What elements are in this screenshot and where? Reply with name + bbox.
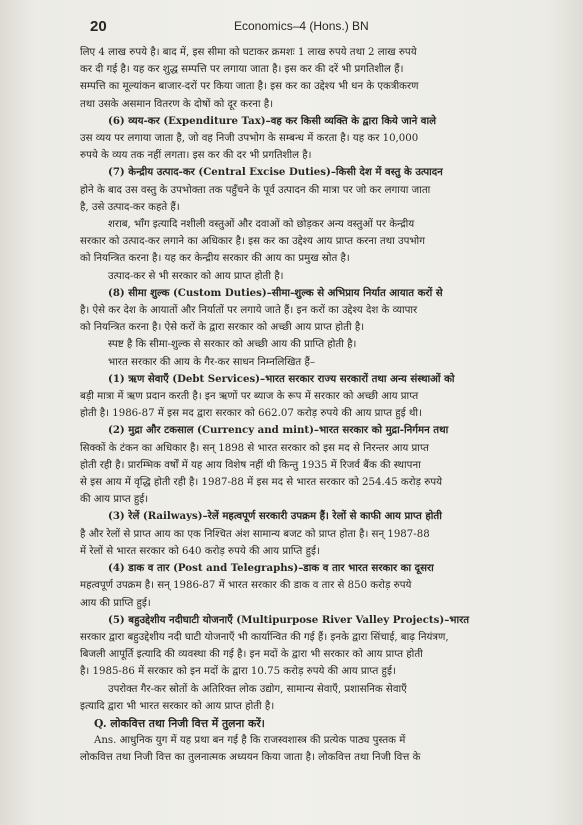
running-title: Economics–4 (Hons.) BN [234, 19, 369, 33]
text-line: (3) रेलें (Railways)–रेलें महत्वपूर्ण सरकारी उपक्रम हैं। रेलों से काफी आय प्राप्त होती [108, 510, 442, 523]
text-line: (7) केन्द्रीय उत्पाद-कर (Central Excise Duties)–किसी देश में वस्तु के उत्पादन [108, 166, 443, 179]
text-line: (4) डाक व तार (Post and Telegraphs)–डाक व तार भारत सरकार का दूसरा [108, 562, 434, 575]
text-line: लिए 4 लाख रुपये है। बाद में, इस सीमा को घटाकर क्रमशः 1 लाख रुपये तथा 2 लाख रुपये [80, 47, 417, 58]
body-text [80, 44, 550, 767]
text-line: होने के बाद उस वस्तु के उपभोक्ता तक पहुँचने के पूर्व उत्पादन की मात्रा पर जो कर लगाया जाता [80, 184, 431, 196]
page-number: 20 [90, 18, 107, 35]
text-line: रुपये के व्यय तक नहीं लगता। इस कर की दर भी प्रगतिशील है। [80, 150, 312, 162]
text-line: (5) बहुउद्देशीय नदीघाटी योजनाएँ (Multipurpose River Valley Projects)–भारत [108, 613, 470, 626]
text-line: (6) व्यय-कर (Expenditure Tax)–वह कर किसी व्यक्ति के द्वारा किये जाने वाले [108, 114, 436, 127]
text-line: उस व्यय पर लगाया जाता है, जो वह निजी उपभोग के सम्बन्ध में करता है। यह कर 10,000 [80, 133, 419, 145]
text-line: महत्वपूर्ण उपक्रम है। सन् 1986-87 में भारत सरकार की डाक व तार से 850 करोड़ रुपये [80, 580, 412, 592]
page-header [64, 18, 543, 36]
text-line: (1) ऋण सेवाएँ (Debt Services)–भारत सरकार राज्य सरकारों तथा अन्य संस्थाओं को [108, 372, 455, 385]
text-line: सिक्कों के टंकन का अधिकार है। सन् 1898 से भारत सरकार को इस मद से निरन्तर आय प्राप्त [80, 442, 429, 454]
text-line: में रेलों से भारत सरकार को 640 करोड़ रुपये की आय प्राप्ति हुई। [80, 545, 320, 557]
text-line: को नियन्त्रित करना है। ऐसे करों के द्वारा सरकार को अच्छी आय प्राप्त होती है। [80, 322, 365, 334]
text-line: इत्यादि द्वारा भी भारत सरकार को आय प्राप्त होती है। [80, 700, 275, 712]
text-line: से इस आय में वृद्धि होती रही है। 1987-88 में इस मद से भारत सरकार को 254.45 करोड़ रुपये [80, 477, 443, 489]
text-line: शराब, भाँग इत्यादि नशीली वस्तुओं और दवाओं को छोड़कर अन्य वस्तुओं पर केन्द्रीय [108, 219, 415, 231]
text-line: उत्पाद-कर से भी सरकार को आय प्राप्त होती है। [108, 270, 284, 282]
text-line: Ans. आधुनिक युग में यह प्रथा बन गई है कि राजस्वशास्त्र की प्रत्येक पाठ्य पुस्तक में [94, 735, 406, 747]
text-line: (8) सीमा शुल्क (Custom Duties)–सीमा-शुल्क से अभिप्राय निर्यात आयात करों से [108, 286, 443, 299]
text-line: लोकवित्त तथा निजी वित्त का तुलनात्मक अध्ययन किया जाता है। लोकवित्त तथा निजी वित्त के [80, 752, 421, 764]
text-line: बिजली आपूर्ति इत्यादि की व्यवस्था की गई है। इन मदों के द्वारा भी सरकार को आय प्राप्त होती [80, 649, 423, 661]
text-line: है। 1985-86 में सरकार को इन मदों के द्वारा 10.75 करोड़ रुपये की आय प्राप्त हुई। [80, 666, 396, 678]
text-line: (2) मुद्रा और टकसाल (Currency and mint)–भारत सरकार को मुद्रा-निर्गमन तथा [108, 424, 449, 437]
text-line: को नियन्त्रित करना है। यह कर केन्द्रीय सरकार की आय का प्रमुख स्रोत है। [80, 253, 350, 265]
text-line: कर दी गई है। यह कर शुद्ध सम्पत्ति पर लगाया जाता है। इस कर की दरें भी प्रगतिशील हैं। [80, 64, 404, 76]
text-line: उपरोक्त गैर-कर स्रोतों के अतिरिक्त लोक उद्योग, सामान्य सेवाएँ, प्रशासनिक सेवाएँ [108, 683, 407, 695]
text-line: की आय प्राप्त हुई। [80, 494, 149, 506]
text-line: होती रही है। प्रारम्भिक वर्षों में यह आय विशेष नहीं थी किन्तु 1935 में रिजर्व बैंक की स्थापना [80, 459, 421, 471]
text-line: भारत सरकार की आय के गैर-कर साधन निम्नलिखित हैं– [108, 356, 315, 368]
text-line: आय की प्राप्ति हुई। [80, 597, 151, 609]
text-line: बड़ी मात्रा में ऋण प्रदान करती है। इन ऋणों पर ब्याज के रूप में सरकार को अच्छी आय प्राप्त [80, 391, 419, 403]
text-line: सम्पत्ति का मूल्यांकन बाजार-दरों पर किया जाता है। इस कर का उद्देश्य भी धन के एकत्रीकरण [80, 81, 419, 93]
text-line: सरकार को उत्पाद-कर लगाने का अधिकार है। इस कर का उद्देश्य आय प्राप्त करना तथा उपभोग [80, 236, 425, 248]
text-line: होती है। 1986-87 में इस मद द्वारा सरकार को 662.07 करोड़ रुपये की आय प्राप्त हुई थी। [80, 408, 422, 420]
text-line: है। ऐसे कर देश के आयातों और निर्यातों पर लगाये जाते हैं। इन करों का उद्देश्य देश के व्यापार [80, 305, 418, 317]
text-line: तथा उसके असमान वितरण के दोषों को दूर करना है। [80, 98, 274, 110]
text-line: सरकार द्वारा बहुउद्देशीय नदी घाटी योजनाएँ भी कार्यान्वित की गई हैं। इनके द्वारा सिंचाई, बाढ़ नियंत्रण, [80, 631, 449, 643]
text-line: Q. लोकवित्त तथा निजी वित्त में तुलना करें। [94, 716, 265, 730]
text-line: स्पष्ट है कि सीमा-शुल्क से सरकार को अच्छी आय की प्राप्ति होती है। [108, 339, 357, 351]
text-line: है, उसे उत्पाद-कर कहते हैं। [80, 201, 180, 213]
text-line: है और रेलों से प्राप्त आय का एक निश्चित अंश सामान्य बजट को प्राप्त होता है। सन् 1987-88 [80, 528, 430, 540]
